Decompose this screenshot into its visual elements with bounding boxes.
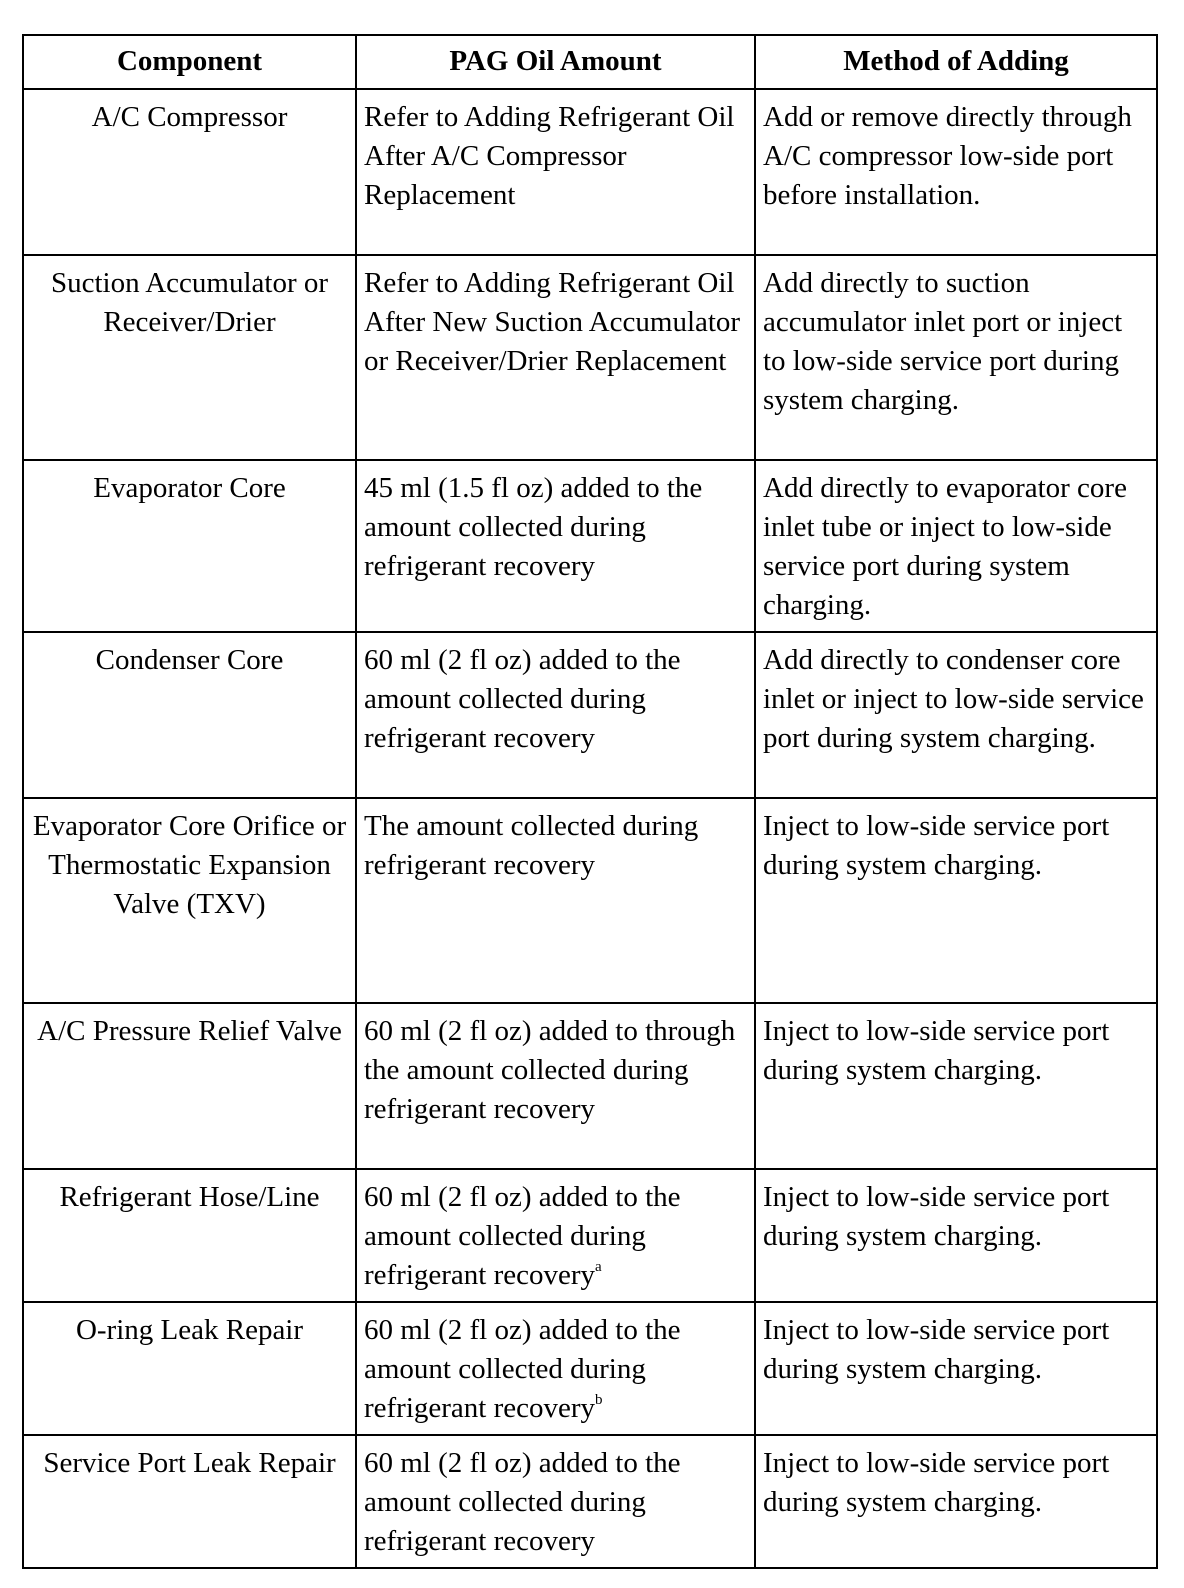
component-cell: Suction Accumulator or Receiver/Drier	[23, 255, 356, 460]
component-cell: Refrigerant Hose/Line	[23, 1169, 356, 1302]
amount-text: The amount collected during refrigerant recovery	[364, 810, 699, 881]
method-cell: Add directly to evaporator core inlet tube or inject to low-side service port during system charging.	[755, 460, 1157, 632]
table-row	[23, 1435, 1157, 1568]
component-cell: O-ring Leak Repair	[23, 1302, 356, 1435]
pag-oil-table	[22, 34, 1158, 1569]
table-row	[23, 632, 1157, 798]
amount-cell	[356, 1003, 755, 1169]
footnote-marker: b	[595, 1392, 603, 1408]
amount-text: 60 ml (2 fl oz) added to the amount collected during refrigerant recovery	[364, 1181, 681, 1291]
method-cell: Inject to low-side service port during system charging.	[755, 1003, 1157, 1169]
amount-cell	[356, 798, 755, 1003]
component-cell: Evaporator Core Orifice or Thermostatic Expansion Valve (TXV)	[23, 798, 356, 1003]
table-row	[23, 460, 1157, 632]
method-cell: Inject to low-side service port during system charging.	[755, 798, 1157, 1003]
table-row	[23, 1169, 1157, 1302]
amount-text: 60 ml (2 fl oz) added to the amount collected during refrigerant recovery	[364, 1447, 681, 1557]
table-row	[23, 255, 1157, 460]
method-cell: Inject to low-side service port during system charging.	[755, 1169, 1157, 1302]
method-cell: Inject to low-side service port during system charging.	[755, 1302, 1157, 1435]
table-header-row	[23, 35, 1157, 89]
amount-text: 60 ml (2 fl oz) added to the amount collected during refrigerant recovery	[364, 1314, 681, 1424]
method-cell: Inject to low-side service port during system charging.	[755, 1435, 1157, 1568]
amount-cell	[356, 255, 755, 460]
amount-text: Refer to Adding Refrigerant Oil After New Suction Accumulator or Receiver/Drier Replacement	[364, 267, 741, 377]
table-row	[23, 1003, 1157, 1169]
amount-text: 45 ml (1.5 fl oz) added to the amount collected during refrigerant recovery	[364, 472, 703, 582]
table-row	[23, 798, 1157, 1003]
amount-cell	[356, 89, 755, 255]
component-cell: A/C Compressor	[23, 89, 356, 255]
footnote-marker: a	[595, 1259, 602, 1275]
amount-cell	[356, 1169, 755, 1302]
amount-text: 60 ml (2 fl oz) added to through the amount collected during refrigerant recovery	[364, 1015, 736, 1125]
amount-text: Refer to Adding Refrigerant Oil After A/C Compressor Replacement	[364, 101, 735, 211]
amount-cell	[356, 632, 755, 798]
amount-cell	[356, 1302, 755, 1435]
method-cell: Add directly to condenser core inlet or inject to low-side service port during system charging.	[755, 632, 1157, 798]
amount-text: 60 ml (2 fl oz) added to the amount collected during refrigerant recovery	[364, 644, 681, 754]
amount-cell	[356, 460, 755, 632]
header-method-of-adding: Method of Adding	[755, 35, 1157, 89]
method-cell: Add or remove directly through A/C compressor low-side port before installation.	[755, 89, 1157, 255]
method-cell: Add directly to suction accumulator inlet port or inject to low-side service port during system charging.	[755, 255, 1157, 460]
header-component: Component	[23, 35, 356, 89]
table-row	[23, 89, 1157, 255]
header-pag-oil-amount: PAG Oil Amount	[356, 35, 755, 89]
amount-cell	[356, 1435, 755, 1568]
table-row	[23, 1302, 1157, 1435]
component-cell: A/C Pressure Relief Valve	[23, 1003, 356, 1169]
component-cell: Service Port Leak Repair	[23, 1435, 356, 1568]
component-cell: Evaporator Core	[23, 460, 356, 632]
component-cell: Condenser Core	[23, 632, 356, 798]
